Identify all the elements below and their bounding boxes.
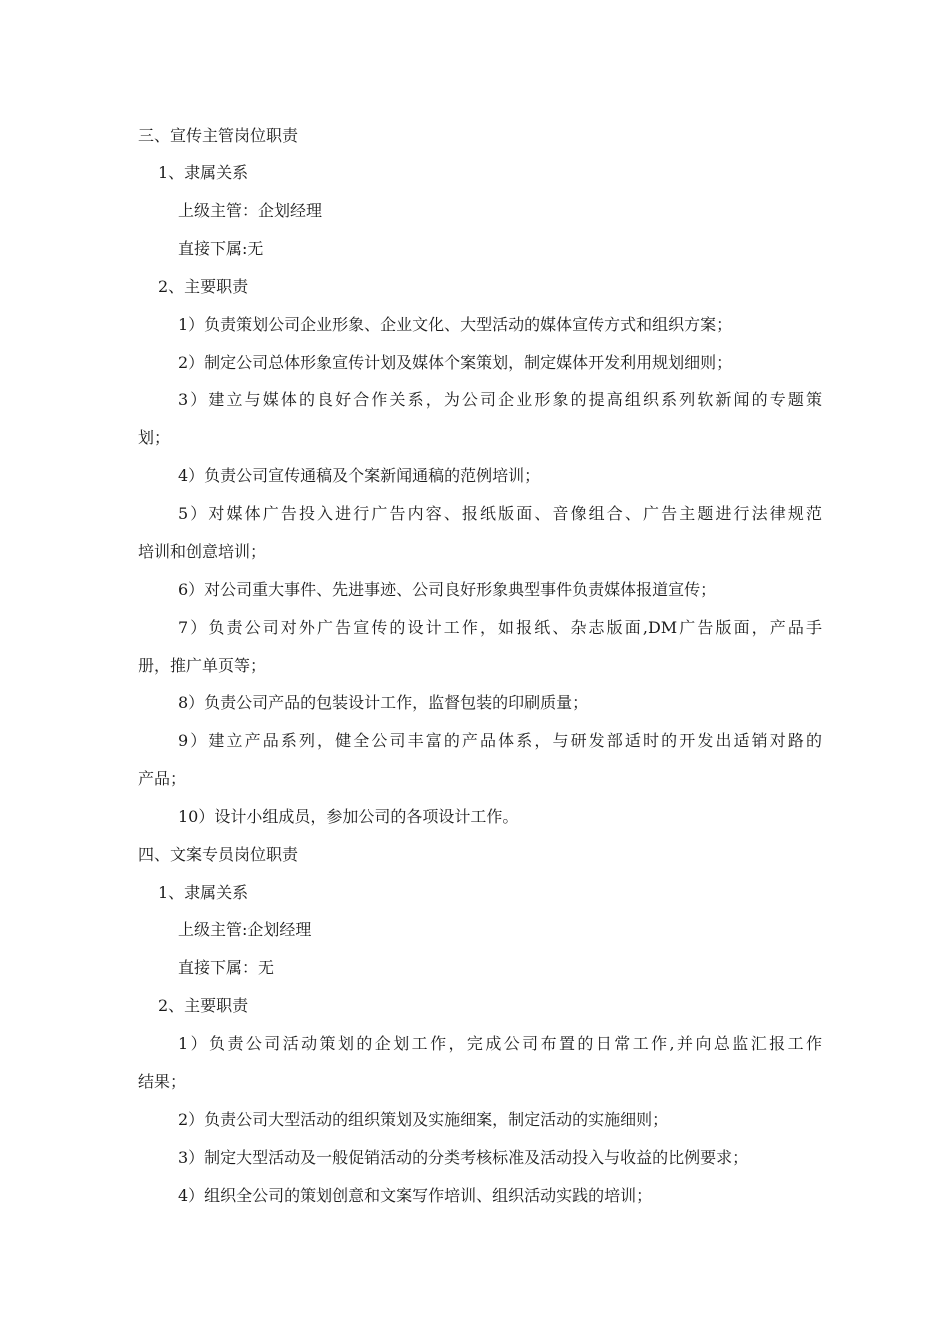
duty-item: 1）负责策划公司企业形象、企业文化、大型活动的媒体宣传方式和组织方案； (178, 315, 733, 334)
duty-item: 7）负责公司对外广告宣传的设计工作，如报纸、杂志版面,DM广告版面，产品手 (178, 618, 822, 637)
duty-item-continued: 培训和创意培训； (138, 542, 267, 561)
duty-item: 8）负责公司产品的包装设计工作，监督包装的印刷质量； (178, 693, 589, 712)
duties-title: 2、主要职责 (158, 996, 249, 1015)
duty-item: 3）建立与媒体的良好合作关系，为公司企业形象的提高组织系列软新闻的专题策 (178, 390, 822, 409)
duty-item: 3）制定大型活动及一般促销活动的分类考核标准及活动投入与收益的比例要求； (178, 1148, 749, 1167)
duties-title: 2、主要职责 (158, 277, 249, 296)
duty-item: 2）制定公司总体形象宣传计划及媒体个案策划，制定媒体开发利用规划细则； (178, 353, 733, 372)
relation-title: 1、隶属关系 (158, 883, 249, 902)
duty-item: 2）负责公司大型活动的组织策划及实施细案，制定活动的实施细则； (178, 1110, 669, 1129)
section-heading: 三、宣传主管岗位职责 (138, 126, 299, 145)
subordinate-line: 直接下属:无 (178, 239, 264, 258)
duty-item: 4）组织全公司的策划创意和文案写作培训、组织活动实践的培训； (178, 1186, 653, 1205)
duty-item: 1）负责公司活动策划的企划工作，完成公司布置的日常工作,并向总监汇报工作 (178, 1034, 822, 1053)
duty-item: 4）负责公司宣传通稿及个案新闻通稿的范例培训； (178, 466, 541, 485)
duty-item: 6）对公司重大事件、先进事迹、公司良好形象典型事件负责媒体报道宣传； (178, 580, 717, 599)
superior-line: 上级主管：企划经理 (178, 201, 323, 220)
relation-title: 1、隶属关系 (158, 163, 249, 182)
duty-item-continued: 产品； (138, 769, 187, 788)
duty-item-continued: 划； (138, 428, 171, 447)
duty-item: 10）设计小组成员，参加公司的各项设计工作。 (178, 807, 519, 826)
duty-item-continued: 册，推广单页等； (138, 656, 267, 675)
duty-item: 5）对媒体广告投入进行广告内容、报纸版面、音像组合、广告主题进行法律规范 (178, 504, 822, 523)
duty-item: 9）建立产品系列，健全公司丰富的产品体系，与研发部适时的开发出适销对路的 (178, 731, 822, 750)
superior-line: 上级主管:企划经理 (178, 920, 312, 939)
section-heading: 四、文案专员岗位职责 (138, 845, 299, 864)
duty-item-continued: 结果； (138, 1072, 187, 1091)
subordinate-line: 直接下属：无 (178, 958, 275, 977)
